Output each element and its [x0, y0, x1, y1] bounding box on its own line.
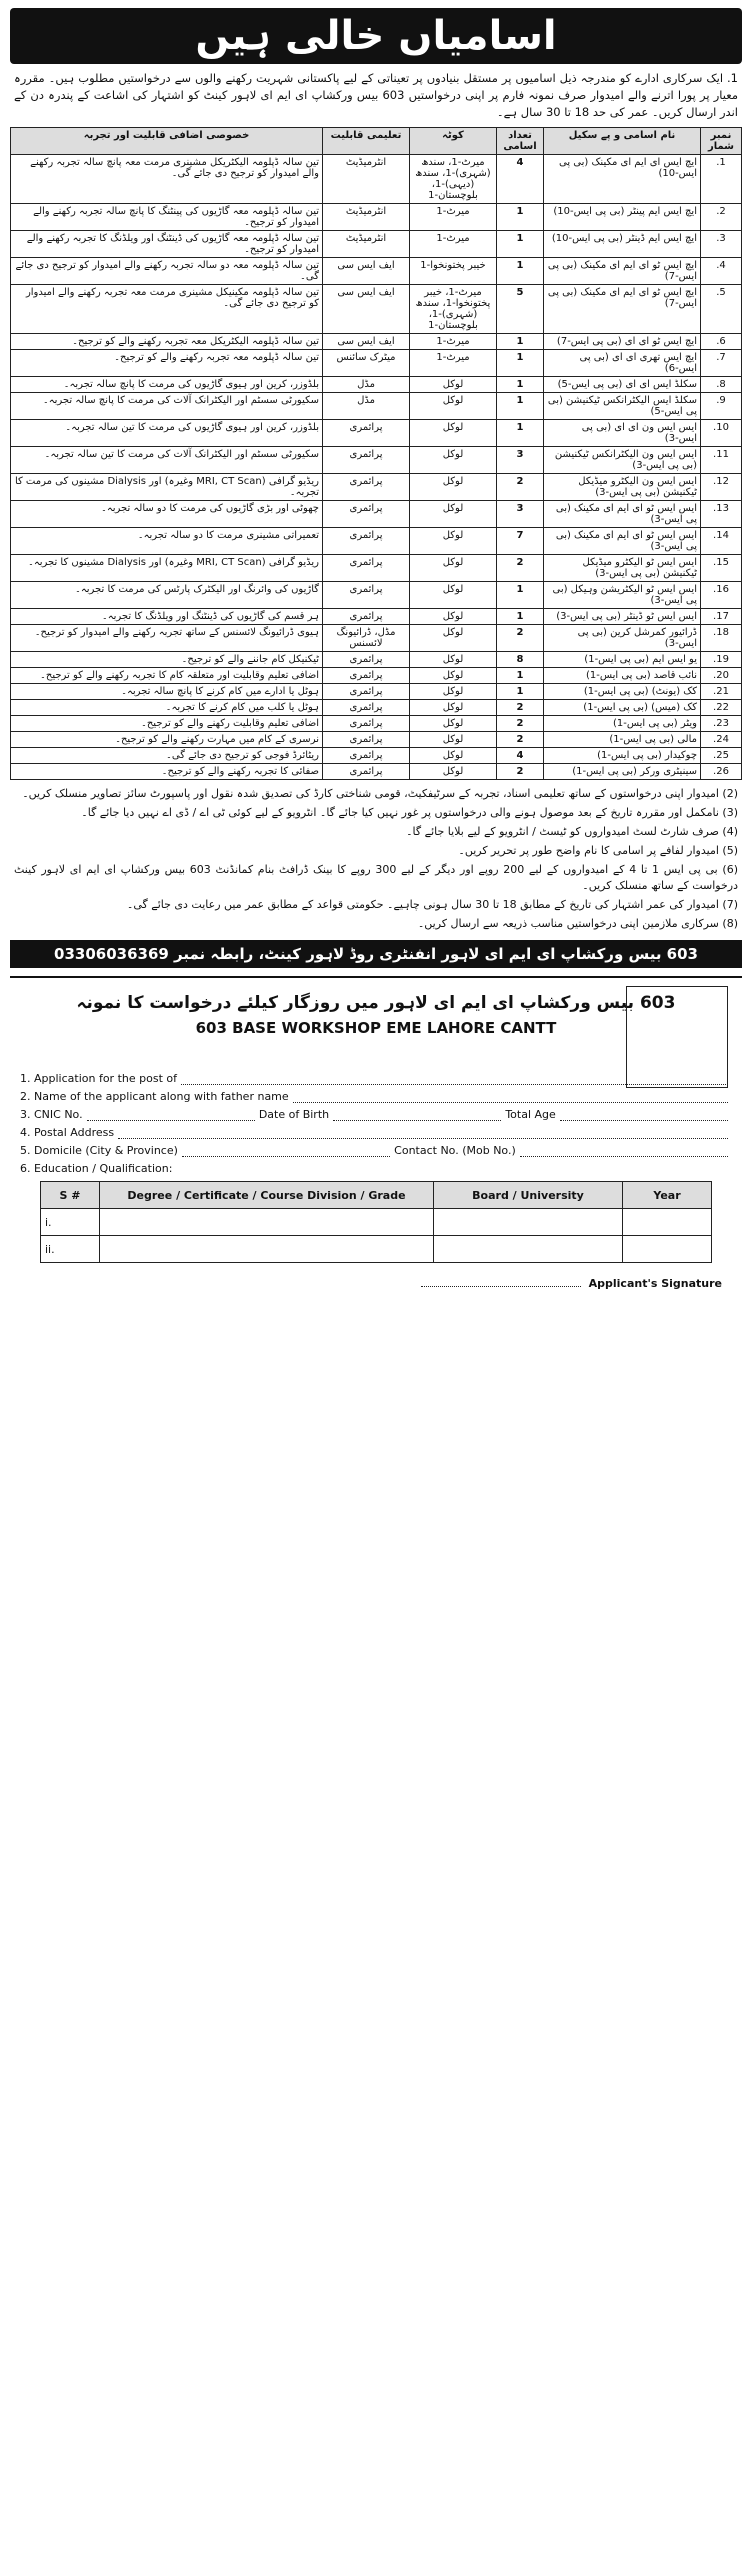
edu-board-cell[interactable] — [434, 1236, 623, 1263]
cell-post-count: 1 — [497, 393, 544, 420]
education-row — [41, 1236, 712, 1263]
name-label: 2. Name of the applicant along with father name — [20, 1090, 289, 1103]
cell-post-count: 1 — [497, 258, 544, 285]
table-row — [11, 474, 742, 501]
cell-qualification: ایف ایس سی — [323, 285, 410, 334]
cell-experience: تین سالہ ڈپلومہ الیکٹریکل مشینری مرمت معہ پانچ سالہ تجربہ رکھنے والے امیدوار کو ترجیح دی جائے گی۔ — [11, 155, 323, 204]
cell-serial: 15. — [701, 555, 742, 582]
cell-experience: ریٹائرڈ فوجی کو ترجیح دی جائے گی۔ — [11, 748, 323, 764]
contact-label: Contact No. (Mob No.) — [394, 1144, 516, 1157]
vacancies-banner: اسامیاں خالی ہیں — [10, 8, 742, 64]
table-row — [11, 732, 742, 748]
cell-qualification: ایف ایس سی — [323, 334, 410, 350]
address-field[interactable] — [118, 1126, 728, 1139]
cell-serial: 21. — [701, 684, 742, 700]
dob-label: Date of Birth — [258, 1108, 330, 1121]
cell-post-name: ایچ ایس ٹو ای ای (بی پی ایس-7) — [544, 334, 701, 350]
cnic-field[interactable] — [87, 1108, 255, 1121]
cell-quota: لوکل — [410, 716, 497, 732]
cell-post-name: ایچ ایس ایم ڈینٹر (بی پی ایس-10) — [544, 231, 701, 258]
cell-post-name: ایس ایس ون الیکٹرانکس ٹیکنیشن (بی پی ایس-3) — [544, 447, 701, 474]
cell-experience: ٹیکنیکل کام جاننے والے کو ترجیح۔ — [11, 652, 323, 668]
domicile-field[interactable] — [182, 1144, 390, 1157]
note-item: (5) امیدوار لفافے پر اسامی کا نام واضح طور پر تحریر کریں۔ — [458, 844, 738, 857]
table-row — [11, 155, 742, 204]
domicile-label: 5. Domicile (City & Province) — [20, 1144, 178, 1157]
cell-quota: لوکل — [410, 700, 497, 716]
cell-post-name: ایس ایس ٹو ڈینٹر (بی پی ایس-3) — [544, 609, 701, 625]
cell-qualification: پرائمری — [323, 716, 410, 732]
cell-experience: ہوٹل یا ادارے میں کام کرنے کا پانچ سالہ تجربہ۔ — [11, 684, 323, 700]
cell-post-name: ایچ ایس ای ایم ای مکینک (بی پی ایس-10) — [544, 155, 701, 204]
cnic-label: 3. CNIC No. — [20, 1108, 83, 1121]
form-title-english: 603 BASE WORKSHOP EME LAHORE CANTT — [195, 1019, 557, 1037]
intro-paragraph: 1. ایک سرکاری ادارے کو مندرجہ ذیل اسامیوں پر مستقل بنیادوں پر تعیناتی کے لیے پاکستانی شہریت رکھنے والوں سے درخواستیں مطلوب ہیں۔ مقررہ معیار پر پورا اترنے والے امیدوار صرف نمونہ فارم پر اپنی درخواستیں 603 بیس ورکشاپ ای ایم ای لاہور کینٹ کو اشتہار کی اشاعت کے پندرہ دن کے اندر ارسال کریں۔ عمر کی حد 18 تا 30 سال ہے۔ — [14, 71, 738, 119]
cell-qualification: پرائمری — [323, 582, 410, 609]
cell-qualification: پرائمری — [323, 555, 410, 582]
notes-section — [14, 786, 738, 932]
cell-serial: 11. — [701, 447, 742, 474]
cell-quota: لوکل — [410, 555, 497, 582]
signature-label: Applicant's Signature — [588, 1277, 722, 1290]
edu-header-sn: S # — [41, 1182, 100, 1209]
cell-post-count: 4 — [497, 155, 544, 204]
edu-degree-cell[interactable] — [100, 1236, 434, 1263]
header-post-name: نام اسامی و پے سکیل — [544, 128, 701, 155]
cell-serial: 1. — [701, 155, 742, 204]
table-row — [11, 716, 742, 732]
cell-experience: صفائی کا تجربہ رکھنے والے کو ترجیح۔ — [11, 764, 323, 780]
cell-serial: 16. — [701, 582, 742, 609]
cell-post-name: ویٹر (بی پی ایس-1) — [544, 716, 701, 732]
header-serial: نمبر شمار — [701, 128, 742, 155]
cell-serial: 20. — [701, 668, 742, 684]
note-item: (3) نامکمل اور مقررہ تاریخ کے بعد موصول ہونے والی درخواستوں پر غور نہیں کیا جائے گا۔ انٹرویو کے لیے کوئی ٹی اے / ڈی اے نہیں دیا جائے گا۔ — [81, 806, 738, 819]
cell-serial: 25. — [701, 748, 742, 764]
cell-post-name: نائب قاصد (بی پی ایس-1) — [544, 668, 701, 684]
cell-quota: لوکل — [410, 764, 497, 780]
cell-serial: 10. — [701, 420, 742, 447]
cell-qualification: انٹرمیڈیٹ — [323, 204, 410, 231]
cell-experience: تین سالہ ڈپلومہ معہ گاڑیوں کی ڈینٹنگ اور ویلڈنگ کا تجربہ رکھنے والے امیدوار کو ترجیح۔ — [11, 231, 323, 258]
cell-qualification: مڈل — [323, 393, 410, 420]
cell-quota: لوکل — [410, 474, 497, 501]
table-row — [11, 582, 742, 609]
post-label: 1. Application for the post of — [20, 1072, 177, 1085]
table-row — [11, 377, 742, 393]
edu-year-cell[interactable] — [623, 1209, 712, 1236]
education-header-row — [41, 1182, 712, 1209]
cell-quota: لوکل — [410, 625, 497, 652]
cell-post-count: 2 — [497, 700, 544, 716]
signature-line[interactable] — [421, 1286, 581, 1287]
form-row-education — [20, 1162, 732, 1175]
cell-post-count: 7 — [497, 528, 544, 555]
form-row-address — [20, 1126, 732, 1139]
age-field[interactable] — [560, 1108, 728, 1121]
cell-quota: لوکل — [410, 732, 497, 748]
cell-experience: تین سالہ ڈپلومہ معہ گاڑیوں کی پینٹنگ کا پانچ سالہ تجربہ رکھنے والے امیدوار کو ترجیح۔ — [11, 204, 323, 231]
cell-quota: لوکل — [410, 447, 497, 474]
cell-experience: اضافی تعلیم وقابلیت رکھنے والے کو ترجیح۔ — [11, 716, 323, 732]
cell-qualification: ایف ایس سی — [323, 258, 410, 285]
table-row — [11, 652, 742, 668]
cell-experience: نرسری کے کام میں مہارت رکھنے والے کو ترجیح۔ — [11, 732, 323, 748]
cell-serial: 2. — [701, 204, 742, 231]
signature-block — [10, 1277, 722, 1290]
cell-post-count: 2 — [497, 716, 544, 732]
address-label: 4. Postal Address — [20, 1126, 115, 1139]
note-item: (4) صرف شارٹ لسٹ امیدواروں کو ٹیسٹ / انٹرویو کے لیے بلایا جائے گا۔ — [406, 825, 738, 838]
education-row — [41, 1209, 712, 1236]
cell-serial: 22. — [701, 700, 742, 716]
cell-post-count: 2 — [497, 555, 544, 582]
cell-qualification: پرائمری — [323, 652, 410, 668]
table-row — [11, 748, 742, 764]
header-experience: خصوصی اضافی قابلیت اور تجربہ — [11, 128, 323, 155]
table-row — [11, 609, 742, 625]
edu-board-cell[interactable] — [434, 1209, 623, 1236]
cell-serial: 8. — [701, 377, 742, 393]
application-form — [10, 976, 742, 1290]
cell-quota: لوکل — [410, 652, 497, 668]
cell-qualification: پرائمری — [323, 764, 410, 780]
table-row — [11, 231, 742, 258]
edu-row-sn: i. — [41, 1209, 100, 1236]
cell-post-count: 2 — [497, 625, 544, 652]
cell-qualification: پرائمری — [323, 447, 410, 474]
cell-experience: ہیوی ڈرائیونگ لائسنس کے ساتھ تجربہ رکھنے والے امیدوار کو ترجیح۔ — [11, 625, 323, 652]
header-quota: کوٹہ — [410, 128, 497, 155]
cell-qualification: مڈل — [323, 377, 410, 393]
table-row — [11, 764, 742, 780]
cell-quota: لوکل — [410, 528, 497, 555]
education-label: 6. Education / Qualification: — [20, 1162, 173, 1175]
edu-year-cell[interactable] — [623, 1236, 712, 1263]
cell-qualification: پرائمری — [323, 420, 410, 447]
cell-serial: 24. — [701, 732, 742, 748]
cell-serial: 12. — [701, 474, 742, 501]
cell-quota: میرٹ-1 — [410, 334, 497, 350]
cell-quota: میرٹ-1 — [410, 350, 497, 377]
cell-qualification: پرائمری — [323, 609, 410, 625]
cell-post-name: کک (یونٹ) (بی پی ایس-1) — [544, 684, 701, 700]
cell-post-name: سینیٹری ورکر (بی پی ایس-1) — [544, 764, 701, 780]
cell-qualification: پرائمری — [323, 668, 410, 684]
cell-qualification: پرائمری — [323, 684, 410, 700]
cell-experience: بلڈوزر، کرین اور ہیوی گاڑیوں کی مرمت کا تین سالہ تجربہ۔ — [11, 420, 323, 447]
cell-post-name: ایس ایس ٹو ای ایم ای مکینک (بی پی ایس-3) — [544, 501, 701, 528]
form-row-name — [20, 1090, 732, 1103]
cell-post-count: 1 — [497, 231, 544, 258]
table-row — [11, 334, 742, 350]
cell-serial: 4. — [701, 258, 742, 285]
cell-serial: 23. — [701, 716, 742, 732]
cell-qualification: پرائمری — [323, 528, 410, 555]
cell-post-count: 1 — [497, 668, 544, 684]
cell-post-name: ایچ ایس ٹو ای ایم ای مکینک (بی پی ایس-7) — [544, 258, 701, 285]
header-post-count: تعداد اسامی — [497, 128, 544, 155]
table-row — [11, 555, 742, 582]
cell-post-name: ایس ایس ون الیکٹرو میڈیکل ٹیکنیشن (بی پی ایس-3) — [544, 474, 701, 501]
cell-post-count: 8 — [497, 652, 544, 668]
cell-serial: 6. — [701, 334, 742, 350]
cell-experience: گاڑیوں کی وائرنگ اور الیکٹرک پارٹس کی مرمت کا تجربہ۔ — [11, 582, 323, 609]
cell-experience: ہوٹل یا کلب میں کام کرنے کا تجربہ۔ — [11, 700, 323, 716]
cell-post-count: 1 — [497, 420, 544, 447]
cell-post-name: ایس ایس ٹو الیکٹرو میڈیکل ٹیکنیشن (بی پی ایس-3) — [544, 555, 701, 582]
vacancies-table — [10, 127, 742, 780]
cell-post-name: ایس ایس ٹو الیکٹریشن وہیکل (بی پی ایس-3) — [544, 582, 701, 609]
cell-post-count: 2 — [497, 732, 544, 748]
note-item: (7) امیدوار کی عمر اشتہار کی تاریخ کے مطابق 18 تا 30 سال ہونی چاہیے۔ حکومتی قواعد کے مطابق عمر میں رعایت دی جائے گی۔ — [126, 898, 738, 911]
cell-post-count: 1 — [497, 204, 544, 231]
cell-quota: میرٹ-1 — [410, 231, 497, 258]
cell-qualification: پرائمری — [323, 732, 410, 748]
cell-serial: 14. — [701, 528, 742, 555]
cell-experience: تین سالہ ڈپلومہ معہ تجربہ رکھنے والے کو ترجیح۔ — [11, 350, 323, 377]
cell-post-count: 1 — [497, 350, 544, 377]
cell-post-name: سکلڈ ایس ای ای (بی پی ایس-5) — [544, 377, 701, 393]
table-row — [11, 668, 742, 684]
cell-quota: لوکل — [410, 609, 497, 625]
cell-quota: لوکل — [410, 420, 497, 447]
contact-bar: 603 بیس ورکشاپ ای ایم ای لاہور انفنٹری روڈ لاہور کینٹ، رابطہ نمبر 03306036369 — [10, 940, 742, 968]
note-item: (8) سرکاری ملازمین اپنی درخواستیں مناسب ذریعہ سے ارسال کریں۔ — [417, 917, 738, 930]
table-header-row — [11, 128, 742, 155]
note-item: (2) امیدوار اپنی درخواستوں کے ساتھ تعلیمی اسناد، تجربہ کے سرٹیفکیٹ، قومی شناختی کارڈ کی تصدیق شدہ نقول اور پاسپورٹ سائز تصاویر منسلک کریں۔ — [22, 787, 738, 800]
header-qualification: تعلیمی قابلیت — [323, 128, 410, 155]
cell-qualification: میٹرک سائنس — [323, 350, 410, 377]
cell-quota: لوکل — [410, 582, 497, 609]
cell-qualification: پرائمری — [323, 700, 410, 716]
form-title-urdu: 603 بیس ورکشاپ ای ایم ای لاہور میں روزگار کیلئے درخواست کا نمونہ — [76, 993, 676, 1013]
education-table — [40, 1181, 712, 1263]
cell-experience: اضافی تعلیم وقابلیت اور متعلقہ کام کا تجربہ رکھنے والے کو ترجیح۔ — [11, 668, 323, 684]
name-field[interactable] — [293, 1090, 728, 1103]
cell-qualification: انٹرمیڈیٹ — [323, 231, 410, 258]
cell-qualification: پرائمری — [323, 474, 410, 501]
cell-experience: ہر قسم کی گاڑیوں کی ڈینٹنگ اور ویلڈنگ کا تجربہ۔ — [11, 609, 323, 625]
cell-serial: 17. — [701, 609, 742, 625]
cell-post-count: 1 — [497, 684, 544, 700]
cell-experience: تین سالہ ڈپلومہ معہ دو سالہ تجربہ رکھنے والے امیدوار کو ترجیح دی جائے گی۔ — [11, 258, 323, 285]
cell-quota: لوکل — [410, 377, 497, 393]
cell-qualification: مڈل، ڈرائیونگ لائسنس — [323, 625, 410, 652]
edu-degree-cell[interactable] — [100, 1209, 434, 1236]
cell-quota: میرٹ-1، خیبر پختونخوا-1، سندھ (شہری)-1، بلوچستان-1 — [410, 285, 497, 334]
cell-post-count: 2 — [497, 474, 544, 501]
cell-quota: خیبر پختونخوا-1 — [410, 258, 497, 285]
table-row — [11, 625, 742, 652]
edu-header-board: Board / University — [434, 1182, 623, 1209]
cell-serial: 3. — [701, 231, 742, 258]
cell-quota: میرٹ-1 — [410, 204, 497, 231]
table-row — [11, 528, 742, 555]
dob-field[interactable] — [333, 1108, 501, 1121]
cell-experience: تین سالہ ڈپلومہ مکینیکل مشینری مرمت معہ تجربہ رکھنے والے امیدوار کو ترجیح دی جائے گی۔ — [11, 285, 323, 334]
cell-serial: 13. — [701, 501, 742, 528]
cell-serial: 18. — [701, 625, 742, 652]
photo-box — [626, 986, 728, 1088]
note-item: (6) بی پی ایس 1 تا 4 کے امیدواروں کے لیے 200 روپے اور دیگر کے لیے 300 روپے کا بینک ڈرافٹ بنام کمانڈنٹ 603 بیس ورکشاپ ای ایم ای لاہور کینٹ درخواست کے ساتھ منسلک کریں۔ — [14, 863, 738, 892]
table-row — [11, 350, 742, 377]
table-row — [11, 285, 742, 334]
cell-quota: لوکل — [410, 668, 497, 684]
form-row-domicile — [20, 1144, 732, 1157]
cell-quota: میرٹ-1، سندھ (شہری)-1، سندھ (دیہی)-1، بلوچستان-1 — [410, 155, 497, 204]
cell-post-name: ایچ ایس ایم پینٹر (بی پی ایس-10) — [544, 204, 701, 231]
table-row — [11, 204, 742, 231]
table-row — [11, 684, 742, 700]
cell-post-name: سکلڈ ایس الیکٹرانکس ٹیکنیشن (بی پی ایس-5) — [544, 393, 701, 420]
cell-post-name: مالی (بی پی ایس-1) — [544, 732, 701, 748]
cell-qualification: انٹرمیڈیٹ — [323, 155, 410, 204]
cell-experience: سکیورٹی سسٹم اور الیکٹرانک آلات کی مرمت کا تین سالہ تجربہ۔ — [11, 447, 323, 474]
cell-serial: 19. — [701, 652, 742, 668]
cell-post-count: 3 — [497, 501, 544, 528]
cell-post-count: 2 — [497, 764, 544, 780]
form-row-cnic — [20, 1108, 732, 1121]
cell-post-name: یو ایس ایم (بی پی ایس-1) — [544, 652, 701, 668]
cell-quota: لوکل — [410, 501, 497, 528]
table-row — [11, 447, 742, 474]
cell-post-count: 1 — [497, 334, 544, 350]
cell-post-name: کک (میس) (بی پی ایس-1) — [544, 700, 701, 716]
cell-experience: تین سالہ ڈپلومہ الیکٹریکل معہ تجربہ رکھنے والے کو ترجیح۔ — [11, 334, 323, 350]
edu-header-year: Year — [623, 1182, 712, 1209]
cell-serial: 5. — [701, 285, 742, 334]
cell-post-name: ایچ ایس ٹو ای ایم ای مکینک (بی پی ایس-7) — [544, 285, 701, 334]
table-row — [11, 420, 742, 447]
table-row — [11, 501, 742, 528]
age-label: Total Age — [505, 1108, 556, 1121]
cell-qualification: پرائمری — [323, 501, 410, 528]
cell-serial: 9. — [701, 393, 742, 420]
cell-experience: تعمیراتی مشینری مرمت کا دو سالہ تجربہ۔ — [11, 528, 323, 555]
edu-header-degree: Degree / Certificate / Course Division / Grade — [100, 1182, 434, 1209]
cell-post-count: 1 — [497, 377, 544, 393]
contact-field[interactable] — [520, 1144, 728, 1157]
cell-quota: لوکل — [410, 748, 497, 764]
cell-post-count: 5 — [497, 285, 544, 334]
cell-quota: لوکل — [410, 393, 497, 420]
cell-experience: ریڈیو گرافی (MRI, CT Scan وغیرہ) اور Dialysis مشینوں کا تجربہ۔ — [11, 555, 323, 582]
cell-experience: چھوٹی اور بڑی گاڑیوں کی مرمت کا دو سالہ تجربہ۔ — [11, 501, 323, 528]
cell-post-name: ایس ایس ون ای ای (بی پی ایس-3) — [544, 420, 701, 447]
cell-post-name: ڈرائیور کمرشل کرین (بی پی ایس-3) — [544, 625, 701, 652]
cell-post-count: 1 — [497, 609, 544, 625]
cell-serial: 7. — [701, 350, 742, 377]
table-row — [11, 700, 742, 716]
cell-experience: سکیورٹی سسٹم اور الیکٹرانک آلات کی مرمت کا پانچ سالہ تجربہ۔ — [11, 393, 323, 420]
cell-post-name: ایچ ایس تھری ای ای (بی پی ایس-6) — [544, 350, 701, 377]
table-row — [11, 258, 742, 285]
cell-post-count: 4 — [497, 748, 544, 764]
cell-experience: بلڈوزر، کرین اور ہیوی گاڑیوں کی مرمت کا پانچ سالہ تجربہ۔ — [11, 377, 323, 393]
cell-quota: لوکل — [410, 684, 497, 700]
cell-post-count: 1 — [497, 582, 544, 609]
cell-serial: 26. — [701, 764, 742, 780]
cell-post-name: چوکیدار (بی پی ایس-1) — [544, 748, 701, 764]
cell-post-count: 3 — [497, 447, 544, 474]
cell-experience: ریڈیو گرافی (MRI, CT Scan وغیرہ) اور Dialysis مشینوں کی مرمت کا تجربہ۔ — [11, 474, 323, 501]
edu-row-sn: ii. — [41, 1236, 100, 1263]
table-row — [11, 393, 742, 420]
cell-post-name: ایس ایس ٹو ای ایم ای مکینک (بی پی ایس-3) — [544, 528, 701, 555]
cell-qualification: پرائمری — [323, 748, 410, 764]
